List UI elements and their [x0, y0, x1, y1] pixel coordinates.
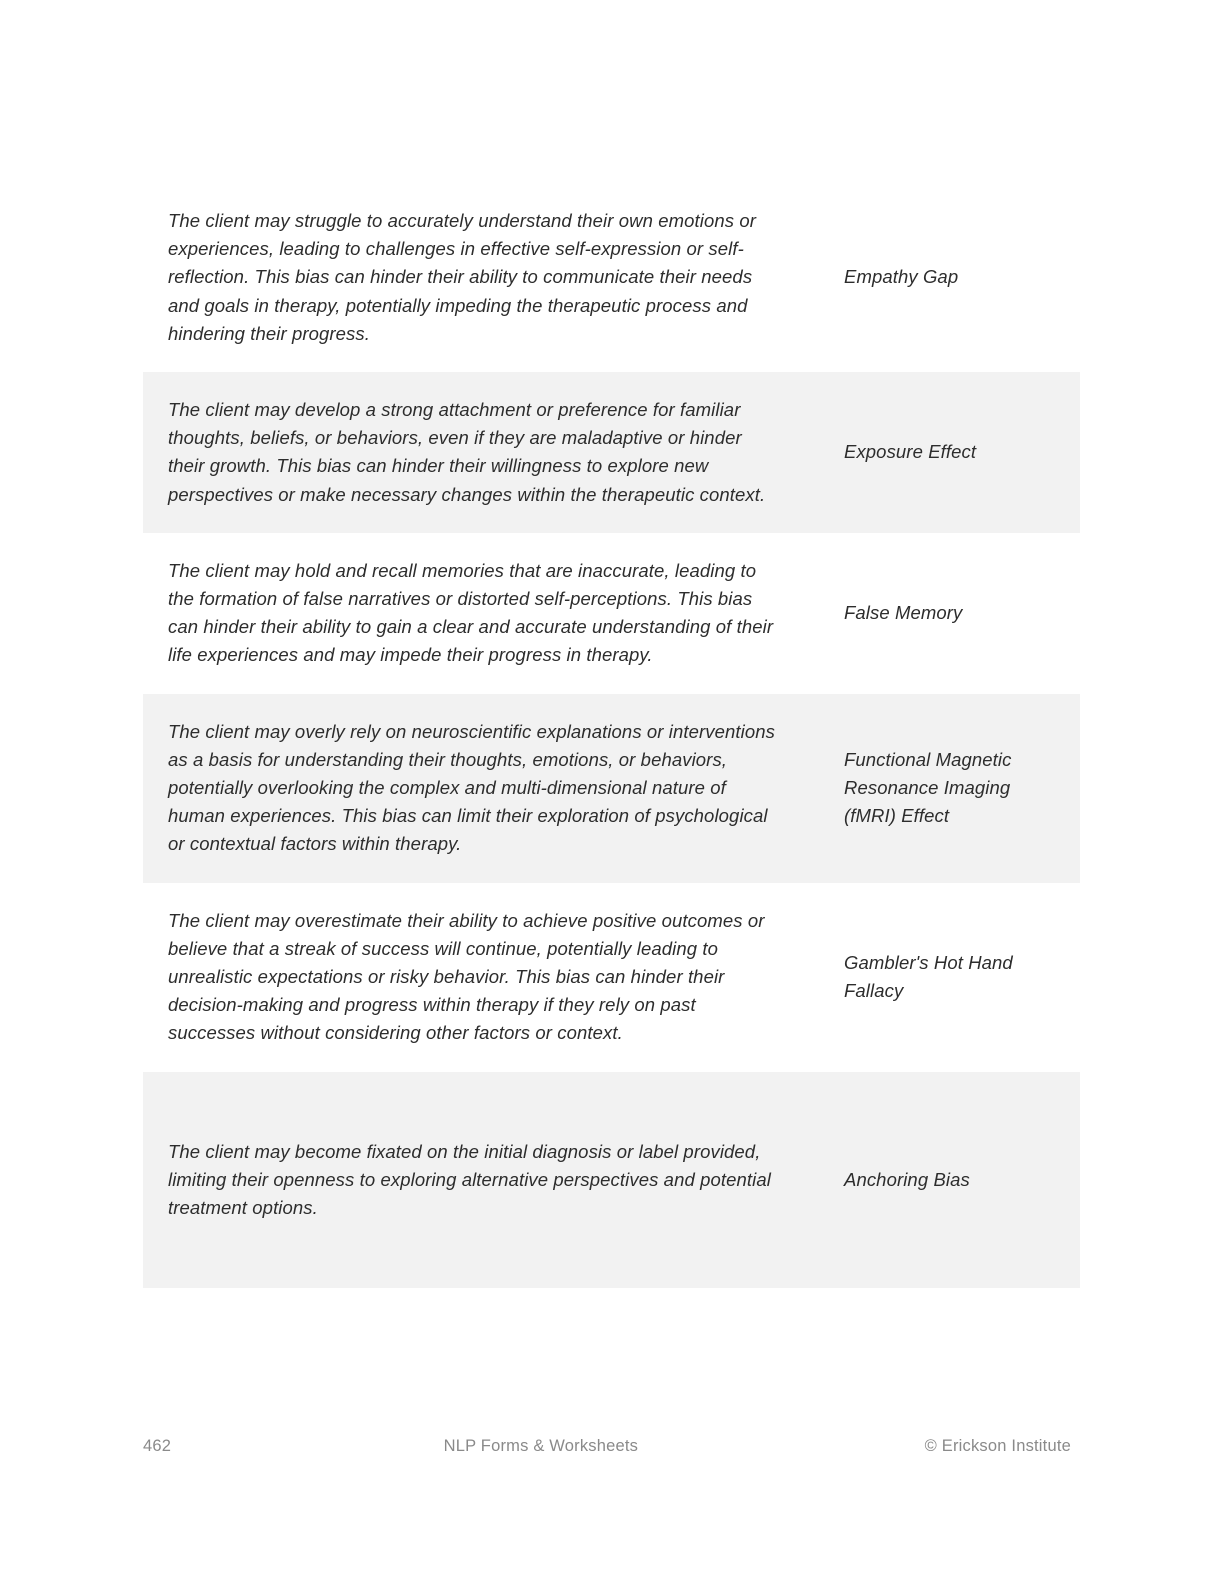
table-cell-label [823, 1072, 1080, 1289]
bias-description: The client may overly rely on neuroscientific explanations or interventions as a basis for understanding their thoughts, emotions, or behaviors, potentially overlooking the complex and multi-dimensional nature of human experiences. This bias can limit their exploration of psychological or contextual factors within therapy. [168, 720, 775, 855]
table-cell-label [823, 694, 1080, 883]
bias-name: Functional Magnetic Resonance Imaging (fMRI) Effect [844, 748, 1012, 827]
bias-description: The client may overestimate their ability to achieve positive outcomes or believe that a streak of success will continue, potentially leading to unrealistic expectations or risky behavior. This bias can hinder their decision-making and progress within therapy if they rely on past successes without considering other factors or context. [168, 909, 765, 1044]
footer-page-number: 462 [143, 1437, 172, 1455]
bias-name: False Memory [844, 602, 963, 624]
bias-description: The client may struggle to accurately understand their own emotions or experiences, leading to challenges in effective self-expression or self-reflection. This bias can hinder their ability to communicate their needs and goals in therapy, potentially impeding the therapeutic process and hindering their progress. [168, 210, 756, 344]
bias-name: Empathy Gap [844, 266, 959, 288]
footer-copyright: © Erickson Institute [924, 1437, 1071, 1455]
table-cell-label [823, 883, 1080, 1072]
table-row [143, 533, 1080, 694]
bias-description: The client may become fixated on the initial diagnosis or label provided, limiting their openness to exploring alternative perspectives and potential treatment options. [168, 1140, 771, 1219]
table-cell-description [143, 372, 823, 533]
table-cell-description [143, 533, 823, 694]
table-row [143, 883, 1080, 1072]
table-row [143, 694, 1080, 883]
table-cell-label [823, 533, 1080, 694]
bias-name: Anchoring Bias [844, 1168, 970, 1190]
table-cell-description [143, 694, 823, 883]
table-cell-description [143, 883, 823, 1072]
bias-description: The client may develop a strong attachment or preference for familiar thoughts, beliefs, or behaviors, even if they are maladaptive or hinder their growth. This bias can hinder their willingness to explore new perspectives or make necessary changes within the therapeutic context. [168, 399, 766, 505]
footer-title: NLP Forms & Worksheets [443, 1437, 639, 1455]
bias-description: The client may hold and recall memories that are inaccurate, leading to the formation of false narratives or distorted self-perceptions. This bias can hinder their ability to gain a clear and accurate understanding of their life experiences and may impede their progress in therapy. [168, 559, 774, 666]
table-cell-label [823, 183, 1080, 372]
page-footer [143, 1437, 1071, 1456]
table-row [143, 183, 1080, 372]
table-row [143, 372, 1080, 533]
table-row [143, 1072, 1080, 1289]
table-body [143, 183, 1080, 1288]
cognitive-bias-table [143, 183, 1080, 1288]
table-cell-description [143, 1072, 823, 1289]
bias-name: Gambler's Hot Hand Fallacy [844, 951, 1013, 1002]
bias-name: Exposure Effect [844, 441, 977, 463]
table-cell-label [823, 372, 1080, 533]
table-cell-description [143, 183, 823, 372]
